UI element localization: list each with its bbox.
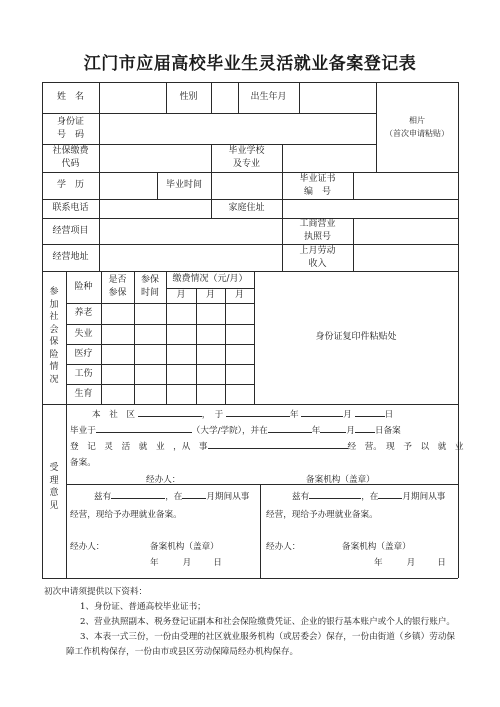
ins-type-pension: 养老 — [74, 308, 93, 318]
right-handler: 经办人： — [266, 542, 301, 552]
label-income: 上月劳动 收入 — [299, 245, 336, 269]
ins-type-medical: 医疗 — [74, 348, 93, 359]
notes-intro: 初次申请须提供以下资料： — [44, 587, 148, 597]
header-month-1: 月 — [176, 290, 186, 300]
form-title: 江门市应届高校毕业生灵活就业备案登记表 — [83, 54, 417, 74]
label-name: 姓 名 — [56, 92, 84, 102]
label-grad-time: 毕业时间 — [165, 180, 202, 190]
review-line-3: 登 记 灵 活 就 业 ，从 事 经 营。 现 予 以 就 业 — [70, 437, 464, 457]
label-id: 身份证 号 码 — [56, 116, 84, 140]
input-cert-no[interactable] — [353, 172, 458, 199]
table-bottom-border — [42, 578, 458, 579]
label-gender: 性别 — [179, 92, 198, 102]
left-box-line-2: 经营，现给予办理就业备案。 — [70, 510, 182, 520]
header-is-insured: 是否 参保 — [108, 275, 127, 298]
review-mid-line — [260, 484, 261, 578]
input-social-code[interactable] — [99, 144, 211, 172]
review-line-4: 备案。 — [70, 458, 96, 468]
input-license[interactable] — [353, 218, 458, 244]
input-birth[interactable] — [299, 82, 376, 113]
right-date: 年 月 日 — [374, 558, 446, 568]
id-copy-area: 身份证复印件粘贴处 — [315, 332, 397, 342]
input-address[interactable] — [282, 199, 458, 218]
left-handler: 经办人： — [70, 542, 105, 552]
ins-type-injury: 工伤 — [74, 368, 93, 379]
header-month-2: 月 — [205, 290, 215, 300]
left-date: 年 月 日 — [150, 558, 222, 568]
review-line-1: 本 社 区 ， 于 年 月 日 — [92, 405, 393, 425]
label-biz-addr: 经营地址 — [52, 252, 89, 262]
left-agency-seal: 备案机构（盖章） — [150, 542, 219, 552]
notes-item-1: 1、身份证、普通高校毕业证书； — [80, 602, 206, 612]
input-name[interactable] — [99, 82, 166, 113]
input-gender[interactable] — [211, 82, 238, 113]
input-id[interactable] — [99, 113, 376, 144]
review-agency: 备案机构（盖章） — [306, 475, 375, 485]
right-box-line-1: 兹有 ，在 月期间从事 — [292, 487, 445, 507]
review-section-label: 受理意见 — [49, 463, 59, 511]
insurance-section-label: 参加社会保险情况 — [49, 287, 59, 385]
input-biz-addr[interactable] — [99, 244, 282, 271]
label-social-code: 社保缴费 代码 — [52, 146, 89, 169]
table-right-border — [458, 82, 459, 578]
review-split-line — [66, 484, 458, 485]
left-box-line-1: 兹有 ，在 月期间从事 — [94, 487, 249, 507]
header-payment: 缴费情况（元/月） — [172, 274, 248, 284]
input-grad-time[interactable] — [211, 172, 282, 199]
notes-item-3: 3、本表一式三份，一份由受理的社区就业服务机构（或居委会）保存，一份由街道（乡镇）劳动保 — [80, 632, 456, 642]
ins-col-line — [196, 288, 197, 404]
input-phone[interactable] — [99, 199, 211, 218]
review-handler: 经办人： — [146, 475, 181, 485]
right-agency-seal: 备案机构（盖章） — [342, 542, 411, 552]
photo-box: 相片 （首次申请粘贴） — [385, 116, 449, 138]
header-month-3: 月 — [234, 290, 244, 300]
label-education: 学 历 — [56, 180, 84, 190]
ins-col-line — [225, 288, 226, 404]
label-school: 毕业学校 及专业 — [228, 146, 265, 169]
header-ins-time: 参保 时间 — [140, 275, 159, 298]
label-cert-no: 毕业证书 编 号 — [299, 173, 336, 197]
ins-type-unemployment: 失业 — [74, 328, 93, 339]
header-ins-type: 险种 — [74, 281, 93, 292]
label-birth: 出生年月 — [250, 92, 287, 102]
label-license: 工商营业 执照号 — [299, 219, 336, 242]
label-address: 家庭住址 — [228, 203, 265, 213]
input-education[interactable] — [99, 172, 157, 199]
input-school[interactable] — [282, 144, 376, 172]
label-phone: 联系电话 — [52, 203, 89, 213]
right-box-line-2: 经营，现给予办理就业备案。 — [266, 510, 378, 520]
review-line-2: 毕业于 （大学/学院），并在 年 月 日备案 — [70, 421, 401, 441]
input-income[interactable] — [353, 244, 458, 271]
ins-type-maternity: 生育 — [74, 388, 93, 399]
notes-item-3-cont: 障工作机构保存，一份由市或县区劳动保障局经办机构保存。 — [66, 647, 299, 657]
notes-item-2: 2、营业执照副本、税务登记证副本和社会保险缴费凭证、企业的银行基本账户或个人的银行账户。 — [80, 617, 456, 627]
input-project[interactable] — [99, 218, 282, 244]
label-project: 经营项目 — [52, 225, 89, 236]
